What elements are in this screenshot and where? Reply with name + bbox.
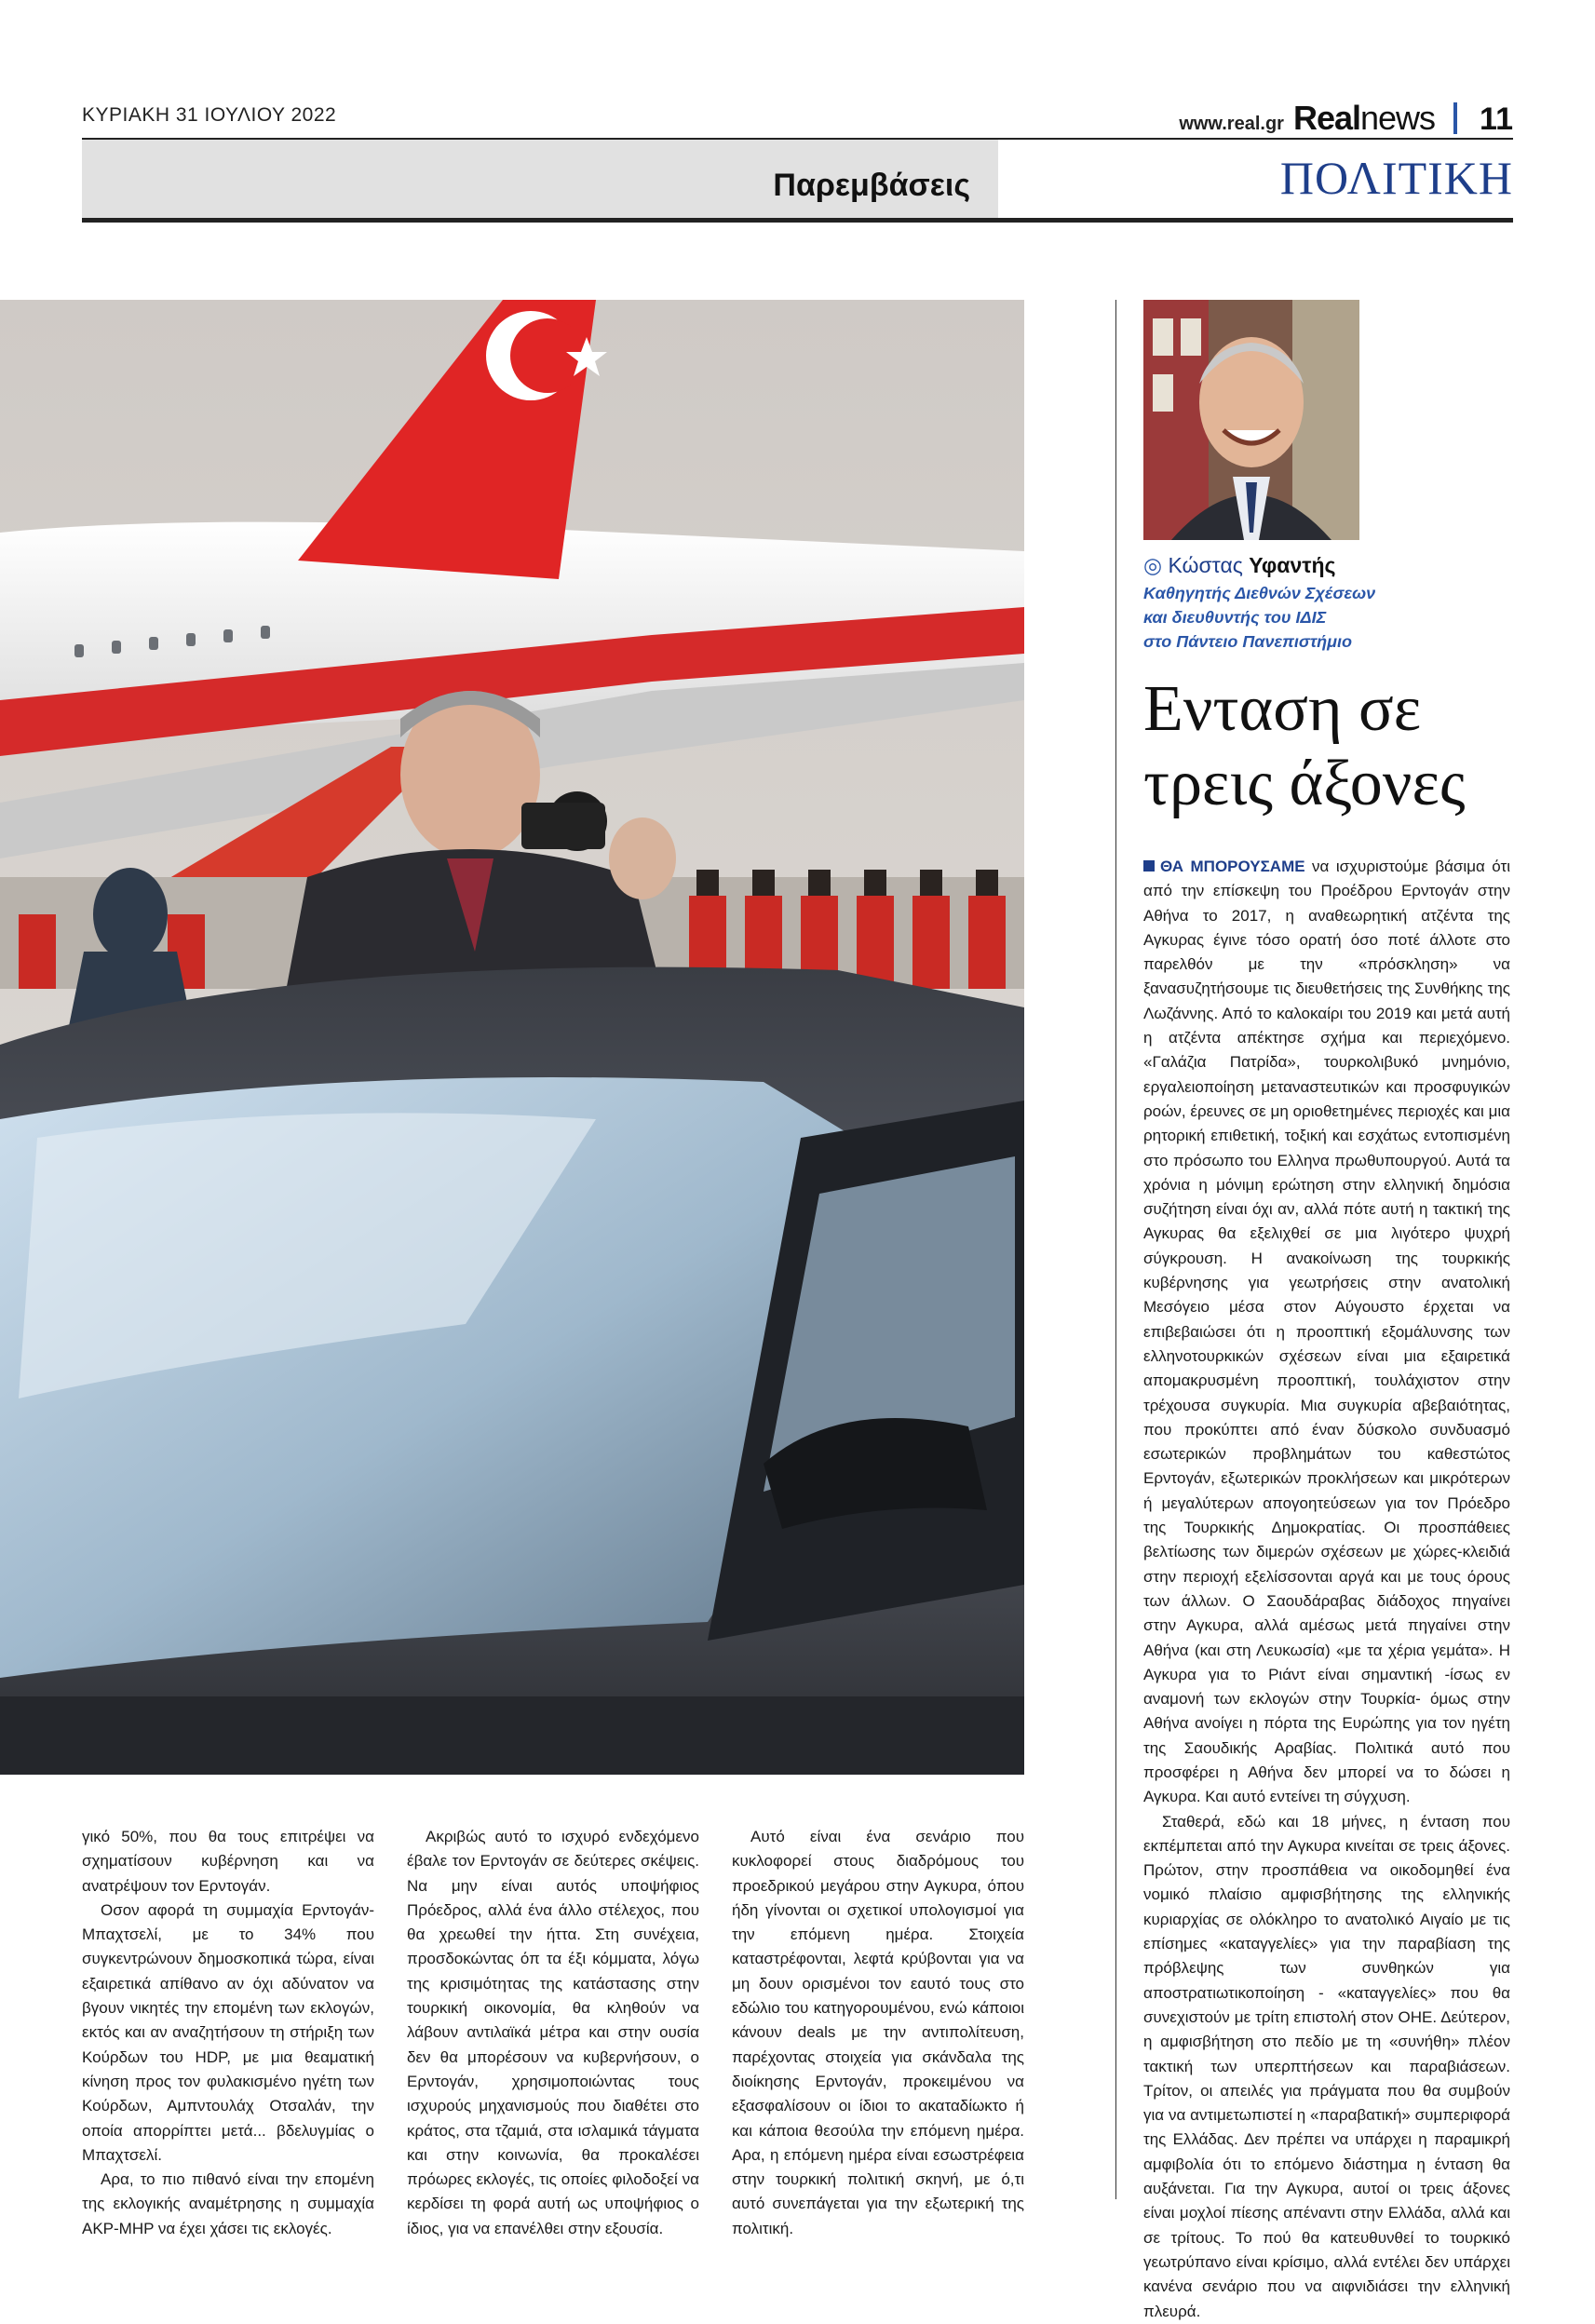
lead-word: ΘΑ ΜΠΟΡΟΥΣΑΜΕ xyxy=(1160,858,1305,875)
column-paragraph: Αυτό είναι ένα σενάριο που κυκλοφορεί στους διαδρόμους του προεδρικού μεγάρου στην Αγκυρα, όπου ήδη γίνονται οι σχετικοί υπολογισμοί για την επόμενη ημέρα. Στοιχεία καταστρέφονται, λεφτά κρύβονται για να μη δουν ορισμένοι τον εαυτό τους στο εδώλιο του κατηγορουμένου, ενώ κάποιοι κάνουν deals με την αντιπολίτευση, παρέχοντας στοιχεία για σκάνδαλα της διοίκησης Ερντογάν, προκειμένου να εξασφαλίσουν οι ίδιοι το ακαταδίωκτο ή και κάποια θεσούλα την επόμενη ημέρα. Αρα, η επόμενη ημέρα είναι εσωστρέφεια στην τουρκική πολιτική σκηνή, με ό,τι αυτό συνεπάγεται για την εξωτερική της πολιτική. xyxy=(732,1828,1024,2237)
sidebar-article xyxy=(1143,855,1510,2324)
author-photo xyxy=(1143,300,1359,540)
column-paragraph: Αρα, το πιο πιθανό είναι την επομένη της εκλογικής αναμέτρησης η συμμαχία ΑΚΡ-ΜΗΡ να έχει χάσει τις εκλογές. xyxy=(82,2170,374,2237)
sidebar-divider xyxy=(1115,300,1116,2199)
masthead xyxy=(1179,99,1513,138)
column-paragraph: Οσον αφορά τη συμμαχία Ερντογάν-Μπαχτσελί, με το 34% που συγκεντρώνουν δημοσκοπικά τώρα, είναι εξαιρετικά απίθανο αν όχι αδύνατον να βγουν νικητές την επομένη των εκλογών, εκτός και αν αναζητήσουν τη στήριξη των Κούρδων του HDP, με μια θεαματική κίνηση προς τον φυλακισμένο ηγέτη των Κούρδων, Αμπντουλάχ Οτσαλάν, την οποία απορρίπτει μετά... βδελυγμίας ο Μπαχτσελί. xyxy=(82,1900,374,2164)
author-first-name: Κώστας xyxy=(1168,553,1243,577)
brand-logo xyxy=(1293,99,1435,138)
masthead-divider xyxy=(1453,102,1457,134)
sidebar-p1-text: να ισχυριστούμε βάσιμα ότι από την επίσκεψη του Προέδρου Ερντογάν στην Αθήνα το 2017, η αναθεωρητική ατζέντα της Αγκυρας έγινε τόσο ορατή όσο ποτέ άλλοτε στο παρελθόν με την «πρόσκληση» να ξανασυζητήσουμε τις διευθετήσεις της Συνθήκης της Λωζάννης. Από το καλοκαίρι του 2019 και μετά αυτή η ατζέντα απέκτησε σχήμα και περιεχόμενο. «Γαλάζια Πατρίδα», τουρκολιβυκό μνημόνιο, εργαλειοποίηση μεταναστευτικών και προσφυγικών ροών, έρευνες σε μη οριοθετημένες περιοχές και μια ρητορική επιθετική, τοξική και εσχάτως εντοπισμένη στο πρόσωπο του Ελληνα πρωθυπουργού. Αυτά τα χρόνια η μόνιμη ερώτηση στην ελληνική δημόσια συζήτηση είναι όχι αν, αλλά πότε αυτή η τακτική της Αγκυρας θα εξελιχθεί σε μια λιγότερο ψυχρή σύγκρουση. Η ανακοίνωση της τουρκικής κυβέρνησης για γεωτρήσεις στην ανατολική Μεσόγειο μέσα στον Αύγουστο έρχεται να επιβεβαιώσει ότι η προοπτική εξομάλυνσης των ελληνοτουρκικών σχέσεων είναι μια εξαιρετικά απομακρυσμένη προοπτική, τουλάχιστον στην τρέχουσα συγκυρία. Μια συγκυρία αβεβαιότητας, που προκύπτει από έναν δύσκολο συνδυασμό εσωτερικών προβλημάτων του καθεστώτος Ερντογάν, εξωτερικών προκλήσεων και μικρότερων ή μεγαλύτερων απογοητεύσεων για τον Πρόεδρο της Τουρκικής Δημοκρατίας. Οι προσπάθειες βελτίωσης των διμερών σχέσεων με χώρες-κλειδιά στην περιοχή εξελίσσονται αργά και με τους όρους των άλλων. Ο Σαουδάραβας διάδοχος πηγαίνει στην Αγκυρα, αλλά αμέσως μετά πηγαίνει στην Αθήνα (και στη Λευκωσία) «με τα χέρια γεμάτα». Η Αγκυρα για το Ριάντ είναι σημαντική -ίσως εν αναμονή των εκλογών στην Τουρκία- όμως στην Αθήνα ανοίγει η πόρτα της Ευρώπης για τον ηγέτη της Σαουδικής Αραβίας. Πολιτικά αυτό που προσφέρει η Αθήνα δεν μπορεί να το δώσει η Αγκυρα. Και αυτό εντείνει τη σύγχυση. xyxy=(1143,858,1510,1806)
article-column-2 xyxy=(407,1825,699,2241)
sidebar-paragraph xyxy=(1143,855,1510,1810)
column-paragraph: Ακριβώς αυτό το ισχυρό ενδεχόμενο έβαλε τον Ερντογάν σε δεύτερες σκέψεις. Να μην είναι αυτός υποψήφιος Πρόεδρος, αλλά ένα άλλο στέλεχος, που θα χρεωθεί την ήττα. Στη συνέχεια, προσδοκώντας όπ τα έξι κόμματα, λόγω της κρισιμότητας της κατάστασης στην τουρκική οικονομία, θα κληθούν να λάβουν αντιλαϊκά μέτρα και στην ουσία δεν θα μπορέσουν να κυβερνήσουν, ο Ερντογάν, χρησιμοποιώντας τους ισχυρούς μηχανισμούς που διαθέτει στο κράτος, στα τζαμιά, στα ισλαμικά τάγματα και στην κοινωνία, θα προκαλέσει πρόωρες εκλογές, τις οποίες φιλοδοξεί να κερδίσει τη φορά αυτή ως υποψήφιος ο ίδιος, για να επανέλθει στην εξουσία. xyxy=(407,1828,699,2237)
author-title-line: Καθηγητής Διεθνών Σχέσεων xyxy=(1143,584,1376,602)
author-ring-icon: ◎ xyxy=(1143,553,1163,577)
article-column-1 xyxy=(82,1825,374,2241)
lead-square-icon xyxy=(1143,860,1155,872)
author-title-line: και διευθυντής του ΙΔΙΣ xyxy=(1143,608,1327,627)
article-column-3 xyxy=(732,1825,1024,2241)
headline xyxy=(1143,672,1534,821)
brand-logo-thin: news xyxy=(1360,99,1436,137)
page-number: 11 xyxy=(1480,101,1513,137)
main-photo xyxy=(0,300,1024,1775)
issue-date: ΚΥΡΙΑΚΗ 31 ΙΟΥΛΙΟΥ 2022 xyxy=(82,104,337,126)
brand-logo-bold: Real xyxy=(1292,99,1360,137)
headline-line: τρεις άξονες xyxy=(1143,748,1466,819)
sidebar-paragraph: Σταθερά, εδώ και 18 μήνες, η ένταση που εκπέμπεται από την Αγκυρα κινείται σε τρεις άξονες. Πρώτον, στην προσπάθεια να οικοδομηθεί ένα νομικό πλαίσιο αμφισβήτησης της ελληνικής κυριαρχίας σε ολόκληρο το ανατολικό Αιγαίο με τις επίσημες «καταγγελίες» για την παραβίαση της πρόβλεψης των συνθηκών για αποστρατιωτικοποίηση - «καταγγελίες» που θα συνεχιστούν με τρίτη επιστολή στον ΟΗΕ. Δεύτερον, η αμφισβήτηση στο πεδίο με τη «συνήθη» πλέον τακτική των υπερπτήσεων και παραβιάσεων. Τρίτον, οι απειλές για πράγματα που θα συμβούν για να αντιμετωπιστεί η «παραβατική» συμπεριφορά της Ελλάδας. Δεν πρέπει να υπάρχει η παραμικρή αμφιβολία ότι το επόμενο διάστημα η ένταση θα αυξάνεται. Για την Αγκυρα, αυτοί οι τρεις άξονες είναι μοχλοί πίεσης απέναντι στην Ελλάδα, αλλά και σε τρίτους. Το πού θα κατευθυνθεί το τουρκικό γεωτρύπανο είναι κρίσιμο, αλλά εντέλει δεν υπάρχει κανένα σενάριο που να αιφνιδιάσει την ελληνική πλευρά. xyxy=(1143,1812,1510,2320)
headline-line: Ενταση σε xyxy=(1143,673,1422,745)
section-rule xyxy=(82,218,1513,223)
category-title: ΠΟΛΙΤΙΚΗ xyxy=(1279,152,1513,204)
site-url[interactable]: www.real.gr xyxy=(1179,114,1284,134)
column-paragraph: γικό 50%, που θα τους επιτρέψει να σχηματίσουν κυβέρνηση και να ανατρέψουν τον Ερντογάν. xyxy=(82,1828,374,1895)
author-last-name: Υφαντής xyxy=(1249,553,1336,577)
section-title: Παρεμβάσεις xyxy=(773,168,970,203)
author-name xyxy=(1143,553,1336,578)
author-title xyxy=(1143,581,1423,654)
author-title-line: στο Πάντειο Πανεπιστήμιο xyxy=(1143,632,1353,651)
